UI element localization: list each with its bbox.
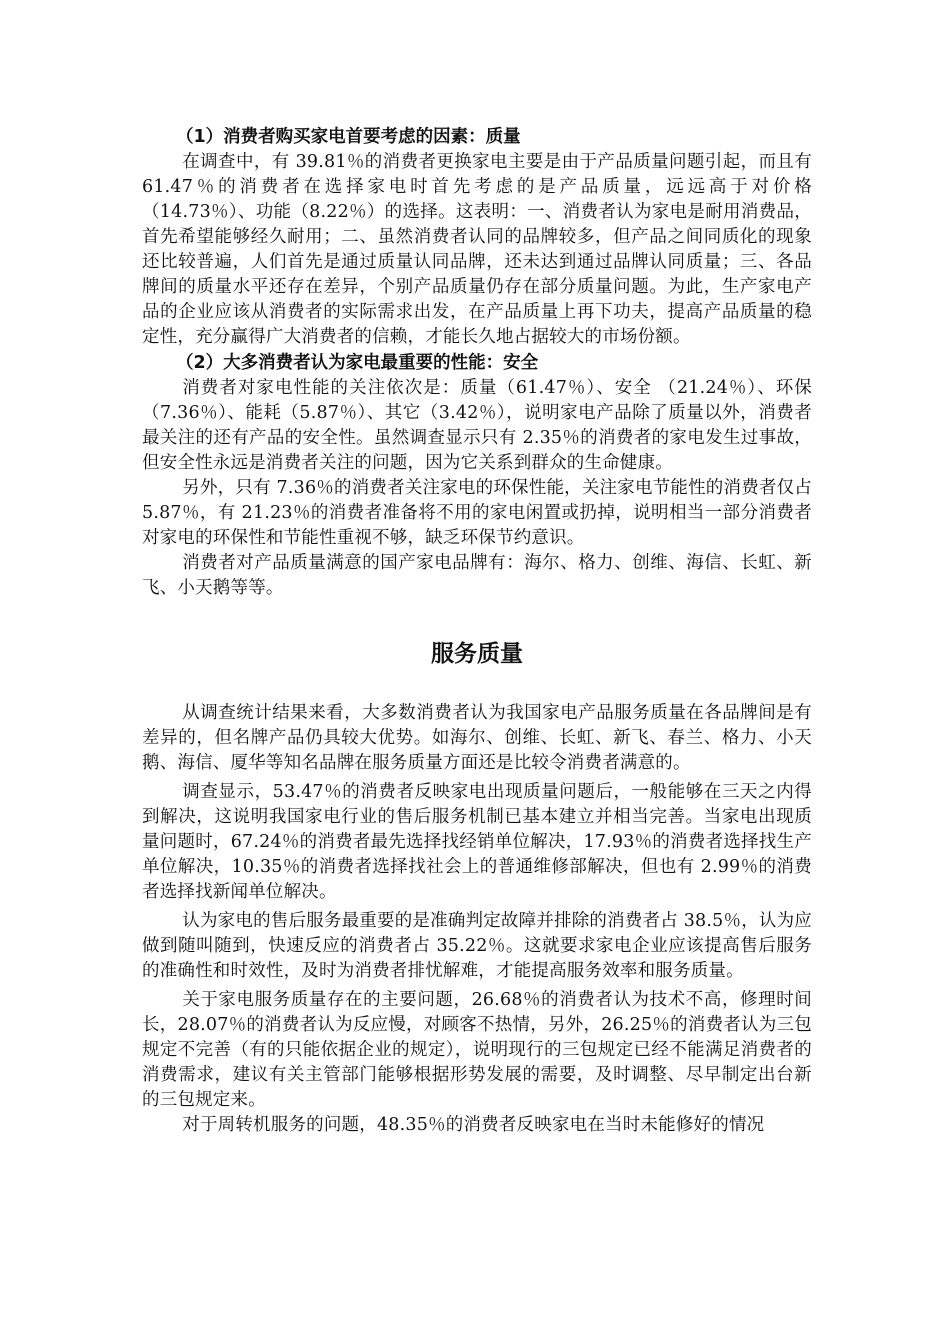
paragraph-service-survey: 调查显示，53.47％的消费者反映家电出现质量问题后，一般能够在三天之内得到解决，这说明我国家电行业的售后服务机制已基本建立并相当完善。当家电出现质量问题时，67.24％的消费者最先选择找经销单位解决，17.93％的消费者选择找生产单位解决，10.35％的消费者选择找社会上的普通维修部解决，但也有 2.99％的消费者选择找新闻单位解决。 — [142, 782, 812, 902]
paragraph-performance-concerns: 消费者对家电性能的关注依次是：质量（61.47％）、安全 （21.24％）、环保（7.36％）、能耗（5.87％）、其它（3.42％），说明家电产品除了质量以外，消费者最关注的还有产品的安全性。虽然调查显示只有 2.35％的消费者的家电发生过事故，但安全性永远是消费者关注的问题，因为它关系到群众的生命健康。 — [142, 378, 812, 473]
paragraph-environmental: 另外，只有 7.36％的消费者关注家电的环保性能，关注家电节能性的消费者仅占 5.87％，有 21.23％的消费者准备将不用的家电闲置或扔掉，说明相当一部分消费者对家电的环保性和节能性重视不够，缺乏环保节约意识。 — [142, 478, 812, 548]
paragraph-service-problems: 关于家电服务质量存在的主要问题，26.68％的消费者认为技术不高，修理时间长，28.07％的消费者认为反应慢，对顾客不热情，另外，26.25％的消费者认为三包规定不完善（有的只能依据企业的规定），说明现行的三包规定已经不能满足消费者的消费需求，建议有关主管部门能够根据形势发展的需要，及时调整、尽早制定出台新的三包规定来。 — [142, 990, 812, 1110]
section-title-service-quality: 服务质量 — [431, 641, 523, 667]
paragraph-service-priority: 认为家电的售后服务最重要的是准确判定故障并排除的消费者占 38.5％，认为应做到随叫随到，快速反应的消费者占 35.22％。这就要求家电企业应该提高售后服务的准确性和时效性，及时为消费者排忧解难，才能提高服务效率和服务质量。 — [142, 911, 812, 981]
paragraph-satisfied-brands: 消费者对产品质量满意的国产家电品牌有：海尔、格力、创维、海信、长虹、新飞、小天鹅等等。 — [142, 553, 812, 598]
document-body — [142, 124, 812, 1138]
subheading-quality: （1）消费者购买家电首要考虑的因素：质量 — [176, 127, 521, 147]
paragraph-service-overview: 从调查统计结果来看，大多数消费者认为我国家电产品服务质量在各品牌间是有差异的，但名牌产品仍具较大优势。如海尔、创维、长虹、新飞、春兰、格力、小天鹅、海信、厦华等知名品牌在服务质量方面还是比较令消费者满意的。 — [142, 703, 812, 773]
paragraph-loaner-service: 对于周转机服务的问题，48.35％的消费者反映家电在当时未能修好的情况 — [182, 1115, 765, 1135]
paragraph-quality-factors: 在调查中，有 39.81％的消费者更换家电主要是由于产品质量问题引起，而且有 61.47％的消费者在选择家电时首先考虑的是产品质量，远远高于对价格（14.73％）、功能（8.22％）的选择。这表明：一、消费者认为家电是耐用消费品，首先希望能够经久耐用；二、虽然消费者认同的品牌较多，但产品之间同质化的现象还比较普遍，人们首先是通过质量认同品牌，还未达到通过品牌认同质量；三、各品牌间的质量水平还存在差异，个别产品质量仍存在部分质量问题。为此，生产家电产品的企业应该从消费者的实际需求出发，在产品质量上再下功夫，提高产品质量的稳定性，充分赢得广大消费者的信赖，才能长久地占据较大的市场份额。 — [142, 152, 812, 347]
subheading-safety: （2）大多消费者认为家电最重要的性能：安全 — [176, 353, 539, 373]
